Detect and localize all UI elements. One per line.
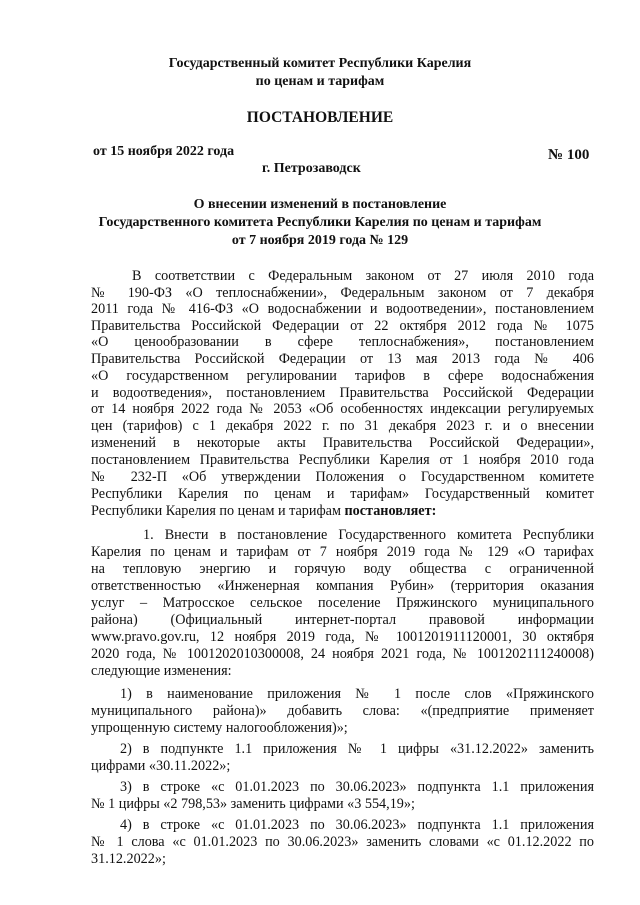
text-line-final xyxy=(91,503,436,520)
text-line: ответственностью «Инженерная компания Рубин» (территория оказания xyxy=(91,578,594,594)
text-line: цен (тарифов) с 1 декабря 2022 г. по 31 декабря 2023 г. и о внесении xyxy=(91,418,594,434)
text-line: постановлением Правительства Республики Карелия от 1 ноября 2010 года xyxy=(91,452,594,468)
text-line: услуг – Матросское сельское поселение Пряжинского муниципального xyxy=(91,595,594,611)
text-line: 2011 года № 416-ФЗ «О водоснабжении и водоотведении», постановлением xyxy=(91,301,594,317)
text-line: Правительства Российской Федерации от 13 мая 2013 года № 406 xyxy=(91,351,594,367)
text-line: 2) в подпункте 1.1 приложения № 1 цифры «31.12.2022» заменить xyxy=(120,741,594,757)
text-line: цифрами «30.11.2022»; xyxy=(91,758,231,774)
text-line: Республики Карелия по ценам и тарифам» Государственный комитет xyxy=(91,486,594,502)
text-line: на тепловую энергию и горячую воду общества с ограниченной xyxy=(91,561,594,577)
text-line: 3) в строке «с 01.01.2023 по 30.06.2023» подпункта 1.1 приложения xyxy=(120,779,594,795)
text-line: «О государственном регулировании тарифов в сфере водоснабжения xyxy=(91,368,594,384)
text-line: № 1 цифры «2 798,53» заменить цифрами «3 554,19»; xyxy=(91,796,415,812)
text-line: «О ценообразовании в сфере теплоснабжения», постановлением xyxy=(91,334,594,350)
text-line: упрощенную систему налогообложения)»; xyxy=(91,720,348,736)
document-date: от 15 ноября 2022 года xyxy=(93,144,235,159)
text-line: Республики Карелия по ценам и тарифам xyxy=(91,503,345,519)
text-line: 4) в строке «с 01.01.2023 по 30.06.2023» подпункта 1.1 приложения xyxy=(120,817,594,833)
text-line: муниципального района)» добавить слова: «(предприятие применяет xyxy=(91,703,594,719)
text-line: Карелия по ценам и тарифам от 7 ноября 2019 года № 129 «О тарифах xyxy=(91,544,594,560)
document-city: г. Петрозаводск xyxy=(262,161,361,176)
title-line2: Государственного комитета Республики Карелия по ценам и тарифам xyxy=(98,215,542,230)
text-line: 31.12.2022»; xyxy=(91,851,166,867)
text-line: № 232-П «Об утверждении Положения о Государственном комитете xyxy=(91,469,594,485)
text-line: www.pravo.gov.ru, 12 ноября 2019 года, № 1001201911120001, 30 октября xyxy=(91,629,594,645)
text-line: района) (Официальный интернет-портал правовой информации xyxy=(91,612,594,628)
text-line: № 190-ФЗ «О теплоснабжении», Федеральным законом от 7 декабря xyxy=(91,285,594,301)
text-line: следующие изменения: xyxy=(91,663,232,679)
document-number: № 100 xyxy=(548,147,590,163)
text-line: В соответствии с Федеральным законом от 27 июля 2010 года xyxy=(132,268,594,284)
title-line3: от 7 ноября 2019 года № 129 xyxy=(231,233,409,248)
document-type: ПОСТАНОВЛЕНИЕ xyxy=(246,109,394,126)
text-line: и водоотведения», постановлением Правительства Российской Федерации xyxy=(91,385,594,401)
text-line: 2020 года, № 1001202010300008, 24 ноября 2021 года, № 1001202111240008) xyxy=(91,646,594,662)
org-name-line1: Государственный комитет Республики Карелия xyxy=(168,56,472,71)
title-line1: О внесении изменений в постановление xyxy=(193,197,447,212)
text-line: Правительства Российской Федерации от 22 октября 2012 года № 1075 xyxy=(91,318,594,334)
text-line: от 14 ноября 2022 года № 2053 «Об особенностях индексации регулируемых xyxy=(91,401,594,417)
text-line: 1. Внести в постановление Государственного комитета Республики xyxy=(143,527,594,543)
text-line: № 1 слова «с 01.01.2023 по 30.06.2023» заменить словами «с 01.12.2022 по xyxy=(91,834,594,850)
text-line: изменений в некоторые акты Правительства Российской Федерации», xyxy=(91,435,594,451)
resolves-word: постановляет: xyxy=(344,503,437,519)
text-line: 1) в наименование приложения № 1 после слов «Пряжинского xyxy=(120,686,594,702)
org-name-line2: по ценам и тарифам xyxy=(255,74,385,89)
